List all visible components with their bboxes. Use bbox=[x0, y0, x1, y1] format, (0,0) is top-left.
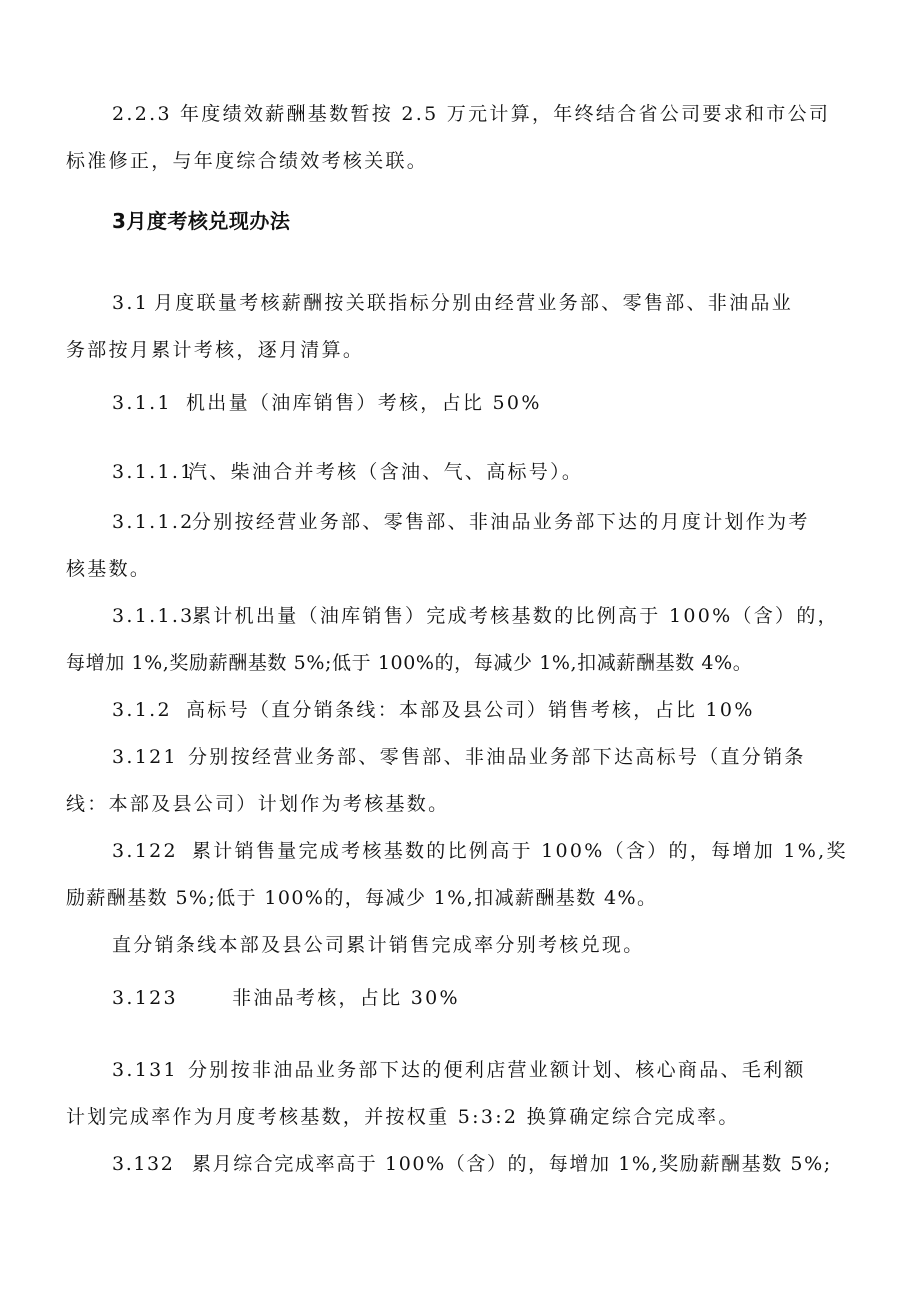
clause-number: 3.1.1.2 bbox=[112, 511, 195, 533]
clause-number: 3.1.1.3 bbox=[112, 605, 195, 627]
paragraph-2-2-3-line-2: 标准修正，与年度综合绩效考核关联。 bbox=[66, 150, 429, 172]
clause-number: 3.123 bbox=[112, 987, 178, 1009]
paragraph-3-1-1 bbox=[112, 390, 542, 416]
paragraph-3-121-line-2: 线：本部及县公司）计划作为考核基数。 bbox=[66, 793, 450, 815]
clause-number: 3.1.1.1 bbox=[112, 461, 195, 483]
clause-number: 3.122 bbox=[112, 840, 178, 862]
paragraph-3-132 bbox=[112, 1151, 832, 1177]
clause-number: 3.121 bbox=[112, 746, 178, 768]
clause-text: 累计销售量完成考核基数的比例高于 100%（含）的，每增加 1%,奖 bbox=[192, 840, 848, 862]
paragraph-3-122-line-2: 励薪酬基数 5%;低于 100%的，每减少 1%,扣减薪酬基数 4%。 bbox=[66, 887, 658, 909]
clause-text: 累计机出量（油库销售）完成考核基数的比例高于 100%（含）的， bbox=[192, 605, 839, 627]
clause-text: 累月综合完成率高于 100%（含）的，每增加 1%,奖励薪酬基数 5%; bbox=[192, 1153, 832, 1175]
paragraph-3-1-2 bbox=[112, 697, 755, 723]
clause-number: 3.1 bbox=[112, 292, 150, 314]
clause-text: 非油品考核，占比 30% bbox=[232, 987, 460, 1009]
paragraph-2-2-3-line-1 bbox=[112, 101, 830, 127]
clause-text: 月度联量考核薪酬按关联指标分别由经营业务部、零售部、非油品业 bbox=[154, 292, 794, 314]
section-3-heading bbox=[112, 208, 290, 234]
clause-number: 3.1.1 bbox=[112, 392, 172, 414]
paragraph-3-1-1-2-line-1 bbox=[112, 509, 810, 535]
paragraph-3-1-1-1 bbox=[112, 459, 583, 485]
paragraph-direct-sales: 直分销条线本部及县公司累计销售完成率分别考核兑现。 bbox=[112, 934, 645, 956]
section-number: 3 bbox=[112, 209, 127, 233]
paragraph-3-131-line-1 bbox=[112, 1057, 806, 1083]
paragraph-3-121-line-1 bbox=[112, 744, 806, 770]
clause-number: 3.1.2 bbox=[112, 699, 172, 721]
paragraph-3-122-line-1 bbox=[112, 838, 848, 864]
clause-text: 机出量（油库销售）考核，占比 50% bbox=[186, 392, 542, 414]
clause-number: 3.131 bbox=[112, 1059, 178, 1081]
paragraph-3-131-line-2: 计划完成率作为月度考核基数，并按权重 5:3:2 换算确定综合完成率。 bbox=[66, 1106, 740, 1128]
clause-text: 分别按非油品业务部下达的便利店营业额计划、核心商品、毛利额 bbox=[188, 1059, 806, 1081]
section-title: 月度考核兑现办法 bbox=[126, 209, 291, 233]
paragraph-3-1-1-3-line-2: 每增加 1%,奖励薪酬基数 5%;低于 100%的，每减少 1%,扣减薪酬基数 4%。 bbox=[66, 652, 753, 674]
clause-text: 高标号（直分销条线：本部及县公司）销售考核，占比 10% bbox=[186, 699, 755, 721]
clause-number: 2.2.3 bbox=[112, 103, 172, 125]
paragraph-3-1-1-3-line-1 bbox=[112, 603, 839, 629]
clause-text: 分别按经营业务部、零售部、非油品业务部下达的月度计划作为考 bbox=[192, 511, 810, 533]
clause-text: 汽、柴油合并考核（含油、气、高标号）。 bbox=[188, 461, 584, 483]
paragraph-3-1-line-2: 务部按月累计考核，逐月清算。 bbox=[66, 339, 365, 361]
clause-text: 年度绩效薪酬基数暂按 2.5 万元计算，年终结合省公司要求和市公司 bbox=[180, 103, 831, 125]
clause-text: 分别按经营业务部、零售部、非油品业务部下达高标号（直分销条 bbox=[188, 746, 806, 768]
paragraph-3-1-line-1 bbox=[112, 290, 793, 316]
clause-number: 3.132 bbox=[112, 1153, 175, 1175]
paragraph-3-123 bbox=[112, 985, 460, 1011]
paragraph-3-1-1-2-line-2: 核基数。 bbox=[66, 558, 152, 580]
